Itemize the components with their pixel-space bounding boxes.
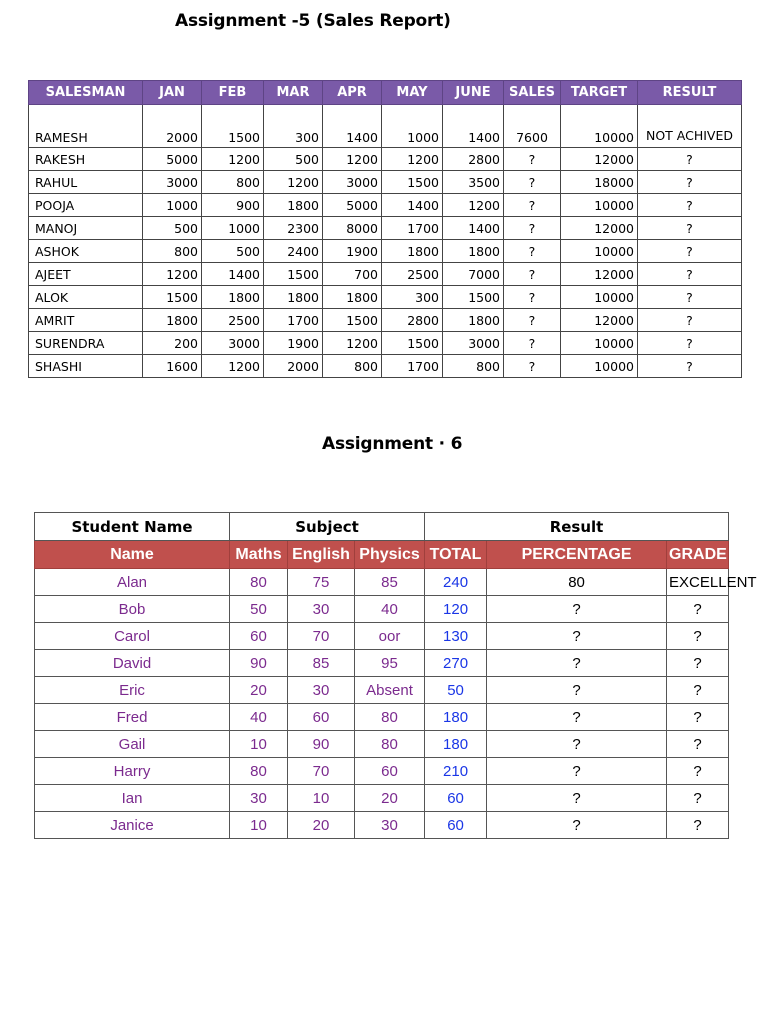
month-cell: 1000 <box>143 194 202 217</box>
physics-cell: 60 <box>355 758 425 785</box>
total-cell: 270 <box>425 650 487 677</box>
col-header-percentage: PERCENTAGE <box>487 541 667 569</box>
total-cell: 210 <box>425 758 487 785</box>
month-cell: 1200 <box>382 148 443 171</box>
sales-header-row <box>29 81 742 105</box>
month-cell: 2800 <box>382 309 443 332</box>
month-cell: 1400 <box>443 217 504 240</box>
col-header-grade: GRADE <box>667 541 729 569</box>
total-cell: 60 <box>425 812 487 839</box>
table-row <box>29 105 742 148</box>
target-cell: 10000 <box>561 240 638 263</box>
student-name-cell: Bob <box>35 596 230 623</box>
table-row <box>29 355 742 378</box>
group-header-result: Result <box>425 513 729 541</box>
col-header-june: JUNE <box>443 81 504 105</box>
month-cell: 1200 <box>323 148 382 171</box>
english-cell: 90 <box>288 731 355 758</box>
english-cell: 20 <box>288 812 355 839</box>
month-cell: 5000 <box>143 148 202 171</box>
sales-cell: ? <box>504 309 561 332</box>
sales-cell: 7600 <box>504 105 561 148</box>
grade-cell: ? <box>667 731 729 758</box>
col-header-jan: JAN <box>143 81 202 105</box>
result-cell: ? <box>638 263 742 286</box>
grade-cell: ? <box>667 758 729 785</box>
month-cell: 1800 <box>443 240 504 263</box>
percentage-cell: ? <box>487 677 667 704</box>
english-cell: 75 <box>288 569 355 596</box>
salesman-cell: SHASHI <box>29 355 143 378</box>
percentage-cell: ? <box>487 731 667 758</box>
col-header-target: TARGET <box>561 81 638 105</box>
col-header-english: English <box>288 541 355 569</box>
sales-cell: ? <box>504 171 561 194</box>
physics-cell: 80 <box>355 731 425 758</box>
total-cell: 130 <box>425 623 487 650</box>
maths-cell: 20 <box>230 677 288 704</box>
result-cell: ? <box>638 194 742 217</box>
physics-cell: 85 <box>355 569 425 596</box>
student-name-cell: Ian <box>35 785 230 812</box>
grade-cell: EXCELLENT <box>667 569 729 596</box>
month-cell: 1800 <box>323 286 382 309</box>
month-cell: 1900 <box>264 332 323 355</box>
sales-cell: ? <box>504 355 561 378</box>
target-cell: 12000 <box>561 217 638 240</box>
english-cell: 30 <box>288 596 355 623</box>
salesman-cell: MANOJ <box>29 217 143 240</box>
target-cell: 10000 <box>561 355 638 378</box>
result-cell: ? <box>638 286 742 309</box>
total-cell: 120 <box>425 596 487 623</box>
total-cell: 180 <box>425 704 487 731</box>
table-row <box>29 332 742 355</box>
sales-cell: ? <box>504 263 561 286</box>
month-cell: 1500 <box>202 105 264 148</box>
table-row <box>29 194 742 217</box>
table-row <box>35 596 729 623</box>
month-cell: 1400 <box>323 105 382 148</box>
maths-cell: 80 <box>230 569 288 596</box>
physics-cell: 40 <box>355 596 425 623</box>
month-cell: 1200 <box>443 194 504 217</box>
sales-cell: ? <box>504 240 561 263</box>
target-cell: 10000 <box>561 105 638 148</box>
table-row <box>35 623 729 650</box>
month-cell: 1200 <box>143 263 202 286</box>
table-row <box>35 650 729 677</box>
month-cell: 700 <box>323 263 382 286</box>
month-cell: 900 <box>202 194 264 217</box>
target-cell: 10000 <box>561 194 638 217</box>
grade-cell: ? <box>667 623 729 650</box>
group-header-row <box>35 513 729 541</box>
english-cell: 30 <box>288 677 355 704</box>
grade-cell: ? <box>667 650 729 677</box>
physics-cell: 20 <box>355 785 425 812</box>
result-cell: ? <box>638 148 742 171</box>
month-cell: 800 <box>323 355 382 378</box>
percentage-cell: ? <box>487 785 667 812</box>
month-cell: 7000 <box>443 263 504 286</box>
table-row <box>29 240 742 263</box>
month-cell: 2500 <box>382 263 443 286</box>
col-header-sales: SALES <box>504 81 561 105</box>
month-cell: 1700 <box>382 217 443 240</box>
target-cell: 12000 <box>561 309 638 332</box>
month-cell: 2800 <box>443 148 504 171</box>
group-header-student-name: Student Name <box>35 513 230 541</box>
month-cell: 800 <box>443 355 504 378</box>
table-row <box>29 148 742 171</box>
col-header-feb: FEB <box>202 81 264 105</box>
sales-cell: ? <box>504 148 561 171</box>
result-cell: ? <box>638 309 742 332</box>
col-header-physics: Physics <box>355 541 425 569</box>
result-cell: ? <box>638 217 742 240</box>
month-cell: 3000 <box>202 332 264 355</box>
maths-cell: 50 <box>230 596 288 623</box>
table-row <box>35 704 729 731</box>
month-cell: 1800 <box>143 309 202 332</box>
month-cell: 500 <box>202 240 264 263</box>
month-cell: 1200 <box>202 148 264 171</box>
table-row <box>35 758 729 785</box>
target-cell: 10000 <box>561 286 638 309</box>
month-cell: 1500 <box>143 286 202 309</box>
month-cell: 1800 <box>264 194 323 217</box>
percentage-cell: ? <box>487 623 667 650</box>
sales-cell: ? <box>504 194 561 217</box>
grade-cell: ? <box>667 785 729 812</box>
month-cell: 2000 <box>264 355 323 378</box>
maths-cell: 10 <box>230 812 288 839</box>
salesman-cell: RAMESH <box>29 105 143 148</box>
english-cell: 70 <box>288 623 355 650</box>
month-cell: 1800 <box>264 286 323 309</box>
maths-cell: 40 <box>230 704 288 731</box>
student-name-cell: Fred <box>35 704 230 731</box>
sales-cell: ? <box>504 286 561 309</box>
table-row <box>35 731 729 758</box>
month-cell: 3000 <box>143 171 202 194</box>
month-cell: 1900 <box>323 240 382 263</box>
grade-cell: ? <box>667 677 729 704</box>
month-cell: 1400 <box>202 263 264 286</box>
month-cell: 1400 <box>443 105 504 148</box>
month-cell: 1500 <box>443 286 504 309</box>
table-row <box>35 812 729 839</box>
month-cell: 3500 <box>443 171 504 194</box>
result-cell: NOT ACHIVED <box>638 105 742 148</box>
table-row <box>29 171 742 194</box>
student-name-cell: Alan <box>35 569 230 596</box>
month-cell: 1500 <box>382 332 443 355</box>
percentage-cell: ? <box>487 812 667 839</box>
salesman-cell: RAKESH <box>29 148 143 171</box>
student-results-table <box>34 512 757 839</box>
target-cell: 12000 <box>561 148 638 171</box>
salesman-cell: POOJA <box>29 194 143 217</box>
physics-cell: 80 <box>355 704 425 731</box>
month-cell: 1800 <box>202 286 264 309</box>
month-cell: 500 <box>264 148 323 171</box>
col-header-maths: Maths <box>230 541 288 569</box>
month-cell: 1600 <box>143 355 202 378</box>
student-name-cell: Carol <box>35 623 230 650</box>
month-cell: 1700 <box>264 309 323 332</box>
month-cell: 1200 <box>264 171 323 194</box>
month-cell: 1500 <box>323 309 382 332</box>
sales-cell: ? <box>504 217 561 240</box>
salesman-cell: SURENDRA <box>29 332 143 355</box>
percentage-cell: ? <box>487 758 667 785</box>
result-cell: ? <box>638 171 742 194</box>
total-cell: 240 <box>425 569 487 596</box>
month-cell: 2300 <box>264 217 323 240</box>
salesman-cell: ALOK <box>29 286 143 309</box>
month-cell: 300 <box>264 105 323 148</box>
student-header-row <box>35 541 729 569</box>
month-cell: 1400 <box>382 194 443 217</box>
student-name-cell: Harry <box>35 758 230 785</box>
col-header-name: Name <box>35 541 230 569</box>
physics-cell: 95 <box>355 650 425 677</box>
percentage-cell: ? <box>487 596 667 623</box>
salesman-cell: RAHUL <box>29 171 143 194</box>
month-cell: 1200 <box>323 332 382 355</box>
assignment-5-title: Assignment -5 (Sales Report) <box>175 11 451 31</box>
col-header-result: RESULT <box>638 81 742 105</box>
month-cell: 1000 <box>382 105 443 148</box>
table-row <box>29 263 742 286</box>
target-cell: 18000 <box>561 171 638 194</box>
col-header-salesman: SALESMAN <box>29 81 143 105</box>
english-cell: 70 <box>288 758 355 785</box>
physics-cell: Absent <box>355 677 425 704</box>
english-cell: 10 <box>288 785 355 812</box>
sales-report-table <box>28 80 742 378</box>
month-cell: 1200 <box>202 355 264 378</box>
percentage-cell: 80 <box>487 569 667 596</box>
percentage-cell: ? <box>487 650 667 677</box>
month-cell: 1000 <box>202 217 264 240</box>
month-cell: 2500 <box>202 309 264 332</box>
assignment-6-title: Assignment · 6 <box>322 434 463 454</box>
month-cell: 2400 <box>264 240 323 263</box>
student-name-cell: Eric <box>35 677 230 704</box>
total-cell: 180 <box>425 731 487 758</box>
sales-cell: ? <box>504 332 561 355</box>
total-cell: 60 <box>425 785 487 812</box>
salesman-cell: AJEET <box>29 263 143 286</box>
grade-cell: ? <box>667 704 729 731</box>
table-row <box>29 309 742 332</box>
result-cell: ? <box>638 332 742 355</box>
english-cell: 85 <box>288 650 355 677</box>
table-row <box>35 785 729 812</box>
month-cell: 300 <box>382 286 443 309</box>
physics-cell: oor <box>355 623 425 650</box>
student-name-cell: David <box>35 650 230 677</box>
col-header-mar: MAR <box>264 81 323 105</box>
month-cell: 3000 <box>323 171 382 194</box>
month-cell: 200 <box>143 332 202 355</box>
month-cell: 800 <box>143 240 202 263</box>
student-name-cell: Janice <box>35 812 230 839</box>
maths-cell: 80 <box>230 758 288 785</box>
month-cell: 2000 <box>143 105 202 148</box>
physics-cell: 30 <box>355 812 425 839</box>
maths-cell: 90 <box>230 650 288 677</box>
maths-cell: 60 <box>230 623 288 650</box>
table-row <box>29 286 742 309</box>
month-cell: 500 <box>143 217 202 240</box>
month-cell: 1800 <box>443 309 504 332</box>
col-header-total: TOTAL <box>425 541 487 569</box>
month-cell: 3000 <box>443 332 504 355</box>
maths-cell: 10 <box>230 731 288 758</box>
month-cell: 1500 <box>382 171 443 194</box>
month-cell: 1800 <box>382 240 443 263</box>
group-header-subject: Subject <box>230 513 425 541</box>
table-row <box>35 569 729 596</box>
grade-cell: ? <box>667 812 729 839</box>
col-header-apr: APR <box>323 81 382 105</box>
month-cell: 8000 <box>323 217 382 240</box>
month-cell: 800 <box>202 171 264 194</box>
salesman-cell: ASHOK <box>29 240 143 263</box>
salesman-cell: AMRIT <box>29 309 143 332</box>
month-cell: 5000 <box>323 194 382 217</box>
result-cell: ? <box>638 355 742 378</box>
month-cell: 1700 <box>382 355 443 378</box>
percentage-cell: ? <box>487 704 667 731</box>
month-cell: 1500 <box>264 263 323 286</box>
result-cell: ? <box>638 240 742 263</box>
target-cell: 10000 <box>561 332 638 355</box>
grade-cell: ? <box>667 596 729 623</box>
col-header-may: MAY <box>382 81 443 105</box>
maths-cell: 30 <box>230 785 288 812</box>
table-row <box>35 677 729 704</box>
student-name-cell: Gail <box>35 731 230 758</box>
table-row <box>29 217 742 240</box>
english-cell: 60 <box>288 704 355 731</box>
target-cell: 12000 <box>561 263 638 286</box>
total-cell: 50 <box>425 677 487 704</box>
